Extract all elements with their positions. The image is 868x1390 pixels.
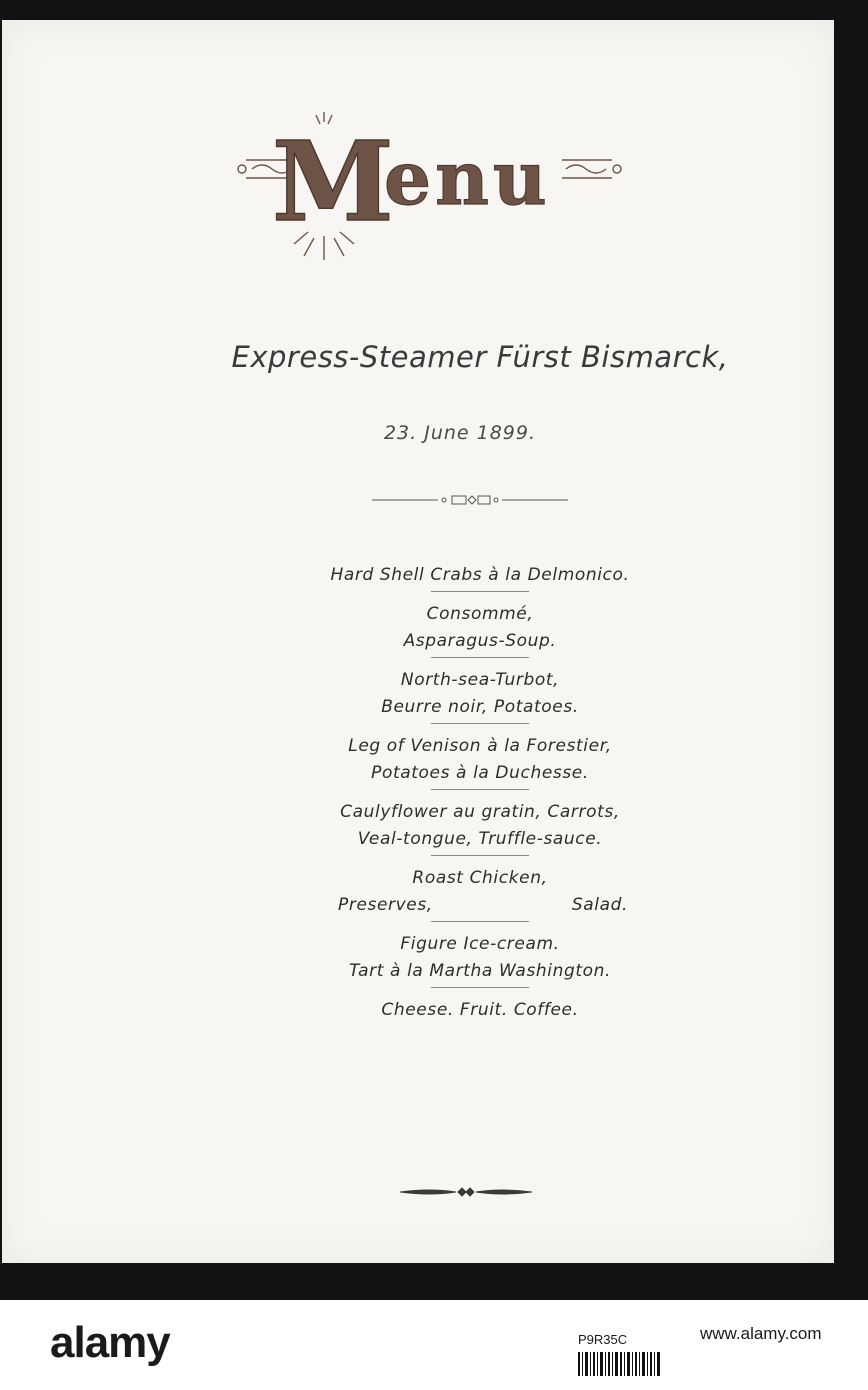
course-divider — [431, 987, 529, 988]
ship-name: Express-Steamer Fürst Bismarck, — [231, 340, 729, 374]
course-line: Caulyflower au gratin, Carrots, — [340, 802, 620, 822]
course-line: Leg of Venison à la Forestier, — [348, 736, 612, 756]
course-line: Asparagus-Soup. — [403, 631, 557, 651]
course-line: Roast Chicken, — [412, 868, 548, 888]
course-divider — [431, 723, 529, 724]
menu-heading-rest: enu — [384, 136, 551, 222]
course-divider — [431, 657, 529, 658]
footer-site: www.alamy.com — [700, 1324, 822, 1343]
course-line: Tart à la Martha Washington. — [348, 961, 612, 981]
course-line: Consommé, — [426, 604, 534, 624]
menu-heading-initial: M — [272, 117, 394, 246]
course-line: Potatoes à la Duchesse. — [371, 763, 589, 783]
course-item: Salad. — [571, 895, 628, 915]
course-line: Cheese. Fruit. Coffee. — [381, 1000, 579, 1020]
course-line-split — [262, 892, 698, 919]
course-line: Beurre noir, Potatoes. — [381, 697, 579, 717]
course-line: Veal-tongue, Truffle-sauce. — [357, 829, 603, 849]
footer-brand-logo: alamy — [50, 1318, 170, 1367]
course-line: North-sea-Turbot, — [400, 670, 560, 690]
course-line: Figure Ice-cream. — [400, 934, 560, 954]
course-divider — [431, 591, 529, 592]
barcode-icon — [578, 1352, 660, 1376]
end-ornament-icon — [400, 1184, 532, 1200]
course-divider — [431, 855, 529, 856]
menu-heading-logo — [232, 108, 628, 278]
course-item: Preserves, — [338, 895, 433, 915]
menu-date: 23. June 1899. — [383, 422, 537, 444]
image-id: P9R35C — [578, 1332, 628, 1347]
divider-ornament-icon — [372, 490, 568, 510]
menu-heading-graphic — [232, 108, 628, 278]
course-divider — [431, 789, 529, 790]
course-list — [262, 562, 698, 1024]
course-line: Hard Shell Crabs à la Delmonico. — [330, 565, 630, 585]
course-divider — [431, 921, 529, 922]
